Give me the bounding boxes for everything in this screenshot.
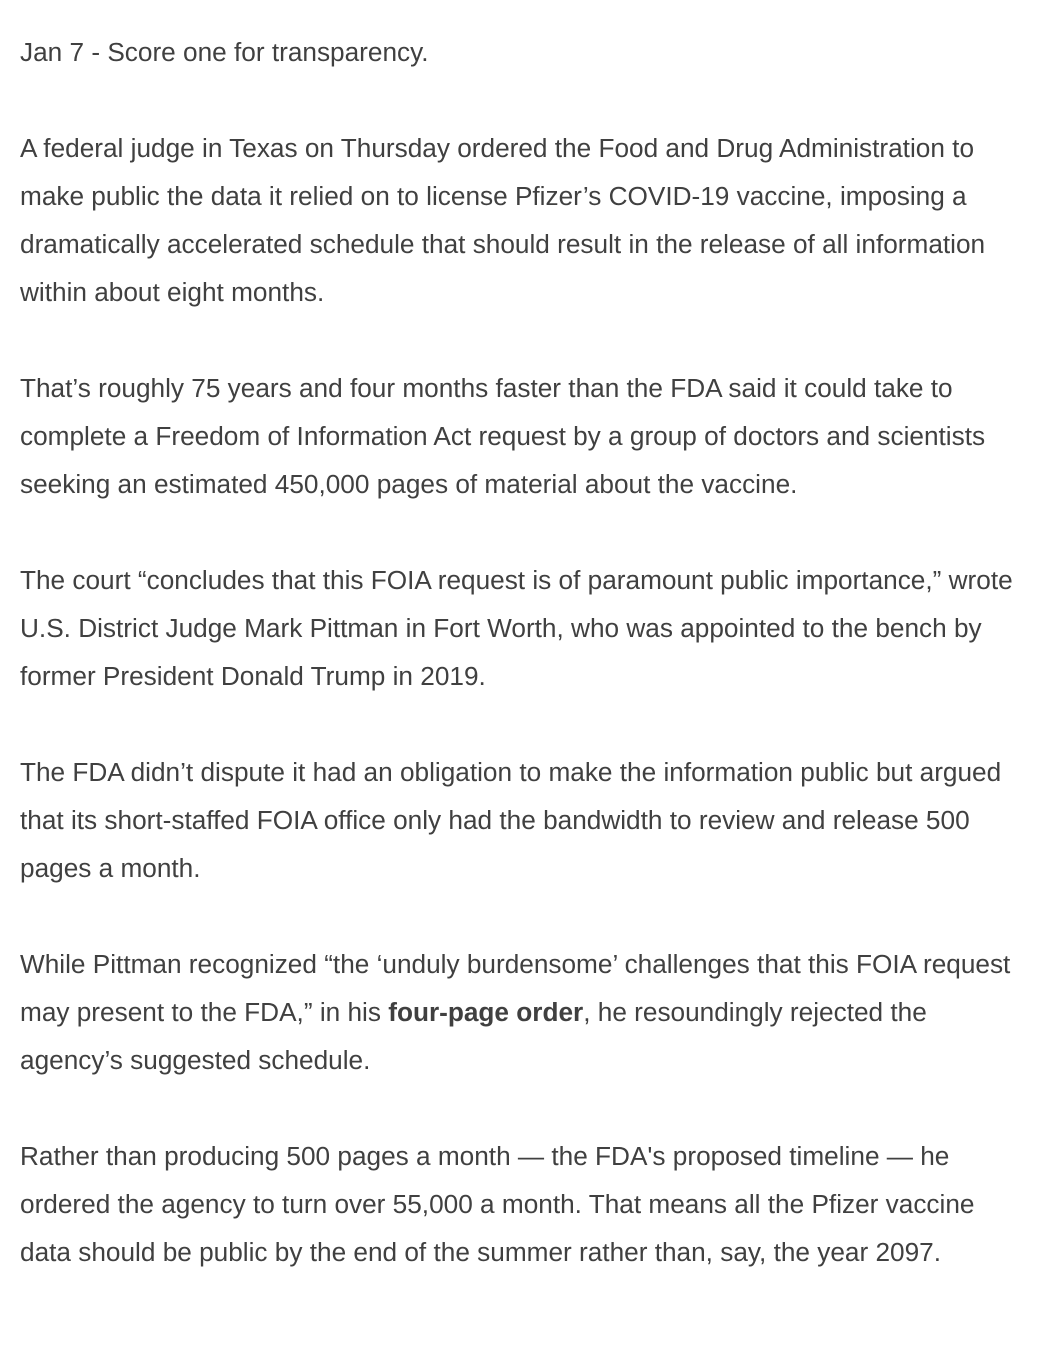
four-page-order-link[interactable]: four-page order [388,997,584,1027]
paragraph-4: The FDA didn’t dispute it had an obligation to make the information public but argued that its short-staffed FOIA office only had the bandwidth to review and release 500 pages a month. [20,757,1002,883]
paragraph-5-text-after: , he resoundingly rejected the agency’s suggested schedule. [20,997,927,1075]
paragraph-6: Rather than producing 500 pages a month — the FDA's proposed timeline — he ordered the agency to turn over 55,000 a month. That means all the Pfizer vaccine data should be public by the end of the summer rather than, say, the year 2097. [20,1141,975,1267]
paragraph-5-text-before: While Pittman recognized “the ‘unduly burdensome’ challenges that this FOIA request may present to the FDA,” in his [20,949,1011,1027]
paragraph-1: A federal judge in Texas on Thursday ordered the Food and Drug Administration to make public the data it relied on to license Pfizer’s COVID-19 vaccine, imposing a dramatically accelerated schedule that should result in the release of all information within about eight months. [20,133,986,307]
paragraph-2: That’s roughly 75 years and four months faster than the FDA said it could take to complete a Freedom of Information Act request by a group of doctors and scientists seeking an estimated 450,000 pages of material about the vaccine. [20,373,986,499]
paragraph-5 [20,940,1019,1084]
dateline-paragraph: Jan 7 - Score one for transparency. [20,37,429,67]
paragraph-3: The court “concludes that this FOIA request is of paramount public importance,” wrote U.S. District Judge Mark Pittman in Fort Worth, who was appointed to the bench by former President Donald Trump in 2019. [20,565,1013,691]
